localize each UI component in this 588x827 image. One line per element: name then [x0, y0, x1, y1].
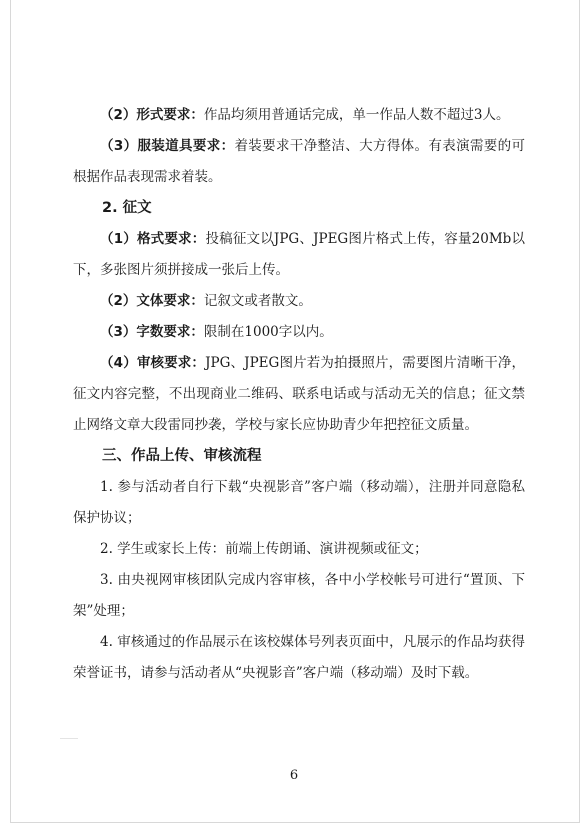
paragraph-step-1: 1. 参与活动者自行下载“央视影音”客户端（移动端），注册并同意隐私保护协议；: [73, 479, 525, 526]
scan-mark: [60, 738, 78, 739]
paragraph-costume-requirement: [73, 131, 525, 193]
paragraph-lead: （2）形式要求：: [100, 107, 204, 123]
document-body: [73, 100, 525, 689]
section-heading-essay: 2. 征文: [102, 200, 152, 216]
paragraph-review-requirement: [73, 348, 525, 441]
paragraph-style-requirement: [73, 286, 525, 317]
paragraph-text: 着装要求干净整洁、大方得体。有表演需要的可根据作品表现需求着装。: [73, 138, 525, 185]
paragraph-lead: （3）服装道具要求：: [100, 138, 235, 154]
paragraph-format-requirement: [73, 224, 525, 286]
paragraph-text: 记叙文或者散文。: [203, 293, 312, 309]
paragraph-step-2: 2. 学生或家长上传：前端上传朗诵、演讲视频或征文；: [100, 541, 428, 557]
paragraph-text: 投稿征文以JPG、JPEG图片格式上传，容量20Mb以下，多张图片须拼接成一张后上传。: [73, 231, 525, 278]
paragraph-wordcount-requirement: [73, 317, 525, 348]
page-number: 6: [289, 768, 299, 783]
paragraph-text: 作品均须用普通话完成，单一作品人数不超过3人。: [203, 107, 510, 123]
paragraph-lead: （2）文体要求：: [100, 293, 204, 309]
paragraph-text: 限制在1000字以内。: [203, 324, 333, 340]
paragraph-lead: （4）审核要求：: [100, 355, 206, 371]
paragraph-lead: （1）格式要求：: [100, 231, 206, 247]
paragraph-step-4: 4. 审核通过的作品展示在该校媒体号列表页面中，凡展示的作品均获得荣誉证书，请参与活动者从“央视影音”客户端（移动端）及时下载。: [73, 634, 525, 681]
paragraph-text: JPG、JPEG图片若为拍摄照片，需要图片清晰干净，征文内容完整，不出现商业二维码、联系电话或与活动无关的信息；征文禁止网络文章大段雷同抄袭，学校与家长应协助青少年把控征文质量。: [73, 355, 525, 433]
section-heading-upload-process: 三、作品上传、审核流程: [102, 448, 262, 464]
paragraph-form-requirement: [73, 100, 525, 131]
paragraph-lead: （3）字数要求：: [100, 324, 204, 340]
paragraph-step-3: 3. 由央视网审核团队完成内容审核，各中小学校帐号可进行“置顶、下架”处理；: [73, 572, 525, 619]
